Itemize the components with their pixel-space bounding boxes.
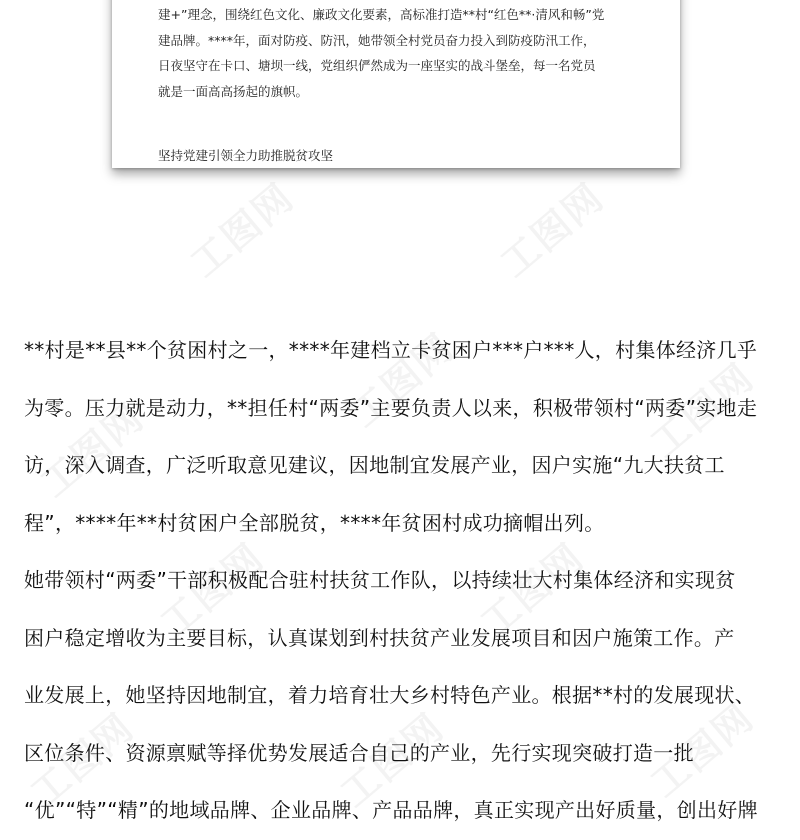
preview-line: 就是一面高高扬起的旗帜。 — [158, 83, 309, 99]
body-line: 程”，****年**村贫困户全部脱贫，****年贫困村成功摘帽出列。 — [24, 510, 605, 535]
watermark: 工图网 — [642, 694, 763, 806]
body-line: 困户稳定增收为主要目标，认真谋划到村扶贫产业发展项目和因户施策工作。产 — [24, 625, 735, 650]
preview-section-heading: 坚持党建引领全力助推脱贫攻坚 — [158, 148, 334, 163]
watermark: 工图网 — [492, 174, 613, 286]
preview-paragraph — [158, 2, 658, 104]
watermark: 工图网 — [152, 534, 273, 646]
preview-line: 建品牌。****年，面对防疫、防汛，她带领全村党员奋力投入到防疫防汛工作， — [158, 32, 596, 48]
main-body-text — [24, 322, 784, 840]
body-line: 区位条件、资源禀赋等择优势发展适合自己的产业，先行实现突破打造一批 — [24, 740, 694, 765]
preview-line: 建+”理念，围绕红色文化、廉政文化要素，高标准打造**村“红色**·清风和畅”党 — [158, 7, 605, 22]
body-line: “优”“特”“精”的地域品牌、企业品牌、产品品牌，真正实现产出好质量，创出好牌 — [24, 798, 758, 822]
body-line: 她带领村“两委”干部积极配合驻村扶贫工作队，以持续壮大村集体经济和实现贫 — [24, 568, 736, 592]
watermark: 工图网 — [182, 174, 303, 286]
watermark: 工图网 — [22, 704, 143, 816]
body-line: 为零。压力就是动力，**担任村“两委”主要负责人以来，积极带领村“两委”实地走 — [24, 395, 758, 420]
body-line: **村是**县**个贫困村之一，****年建档立卡贫困户***户***人，村集体经济几乎 — [24, 338, 758, 362]
watermark: 工图网 — [332, 704, 453, 816]
preview-line: 日夜坚守在卡口、塘坝一线，党组织俨然成为一座坚实的战斗堡垒，每一名党员 — [158, 58, 596, 73]
watermark: 工图网 — [472, 534, 593, 646]
watermark: 工图网 — [32, 394, 153, 506]
body-line: 业发展上，她坚持因地制宜，着力培育壮大乡村特色产业。根据**村的发展现状、 — [24, 683, 756, 707]
watermark: 工图网 — [342, 324, 463, 436]
watermark: 工图网 — [642, 354, 763, 466]
body-line: 访，深入调查，广泛听取意见建议，因地制宜发展产业，因户实施“九大扶贫工 — [24, 453, 725, 477]
page-preview-card — [112, 0, 680, 168]
